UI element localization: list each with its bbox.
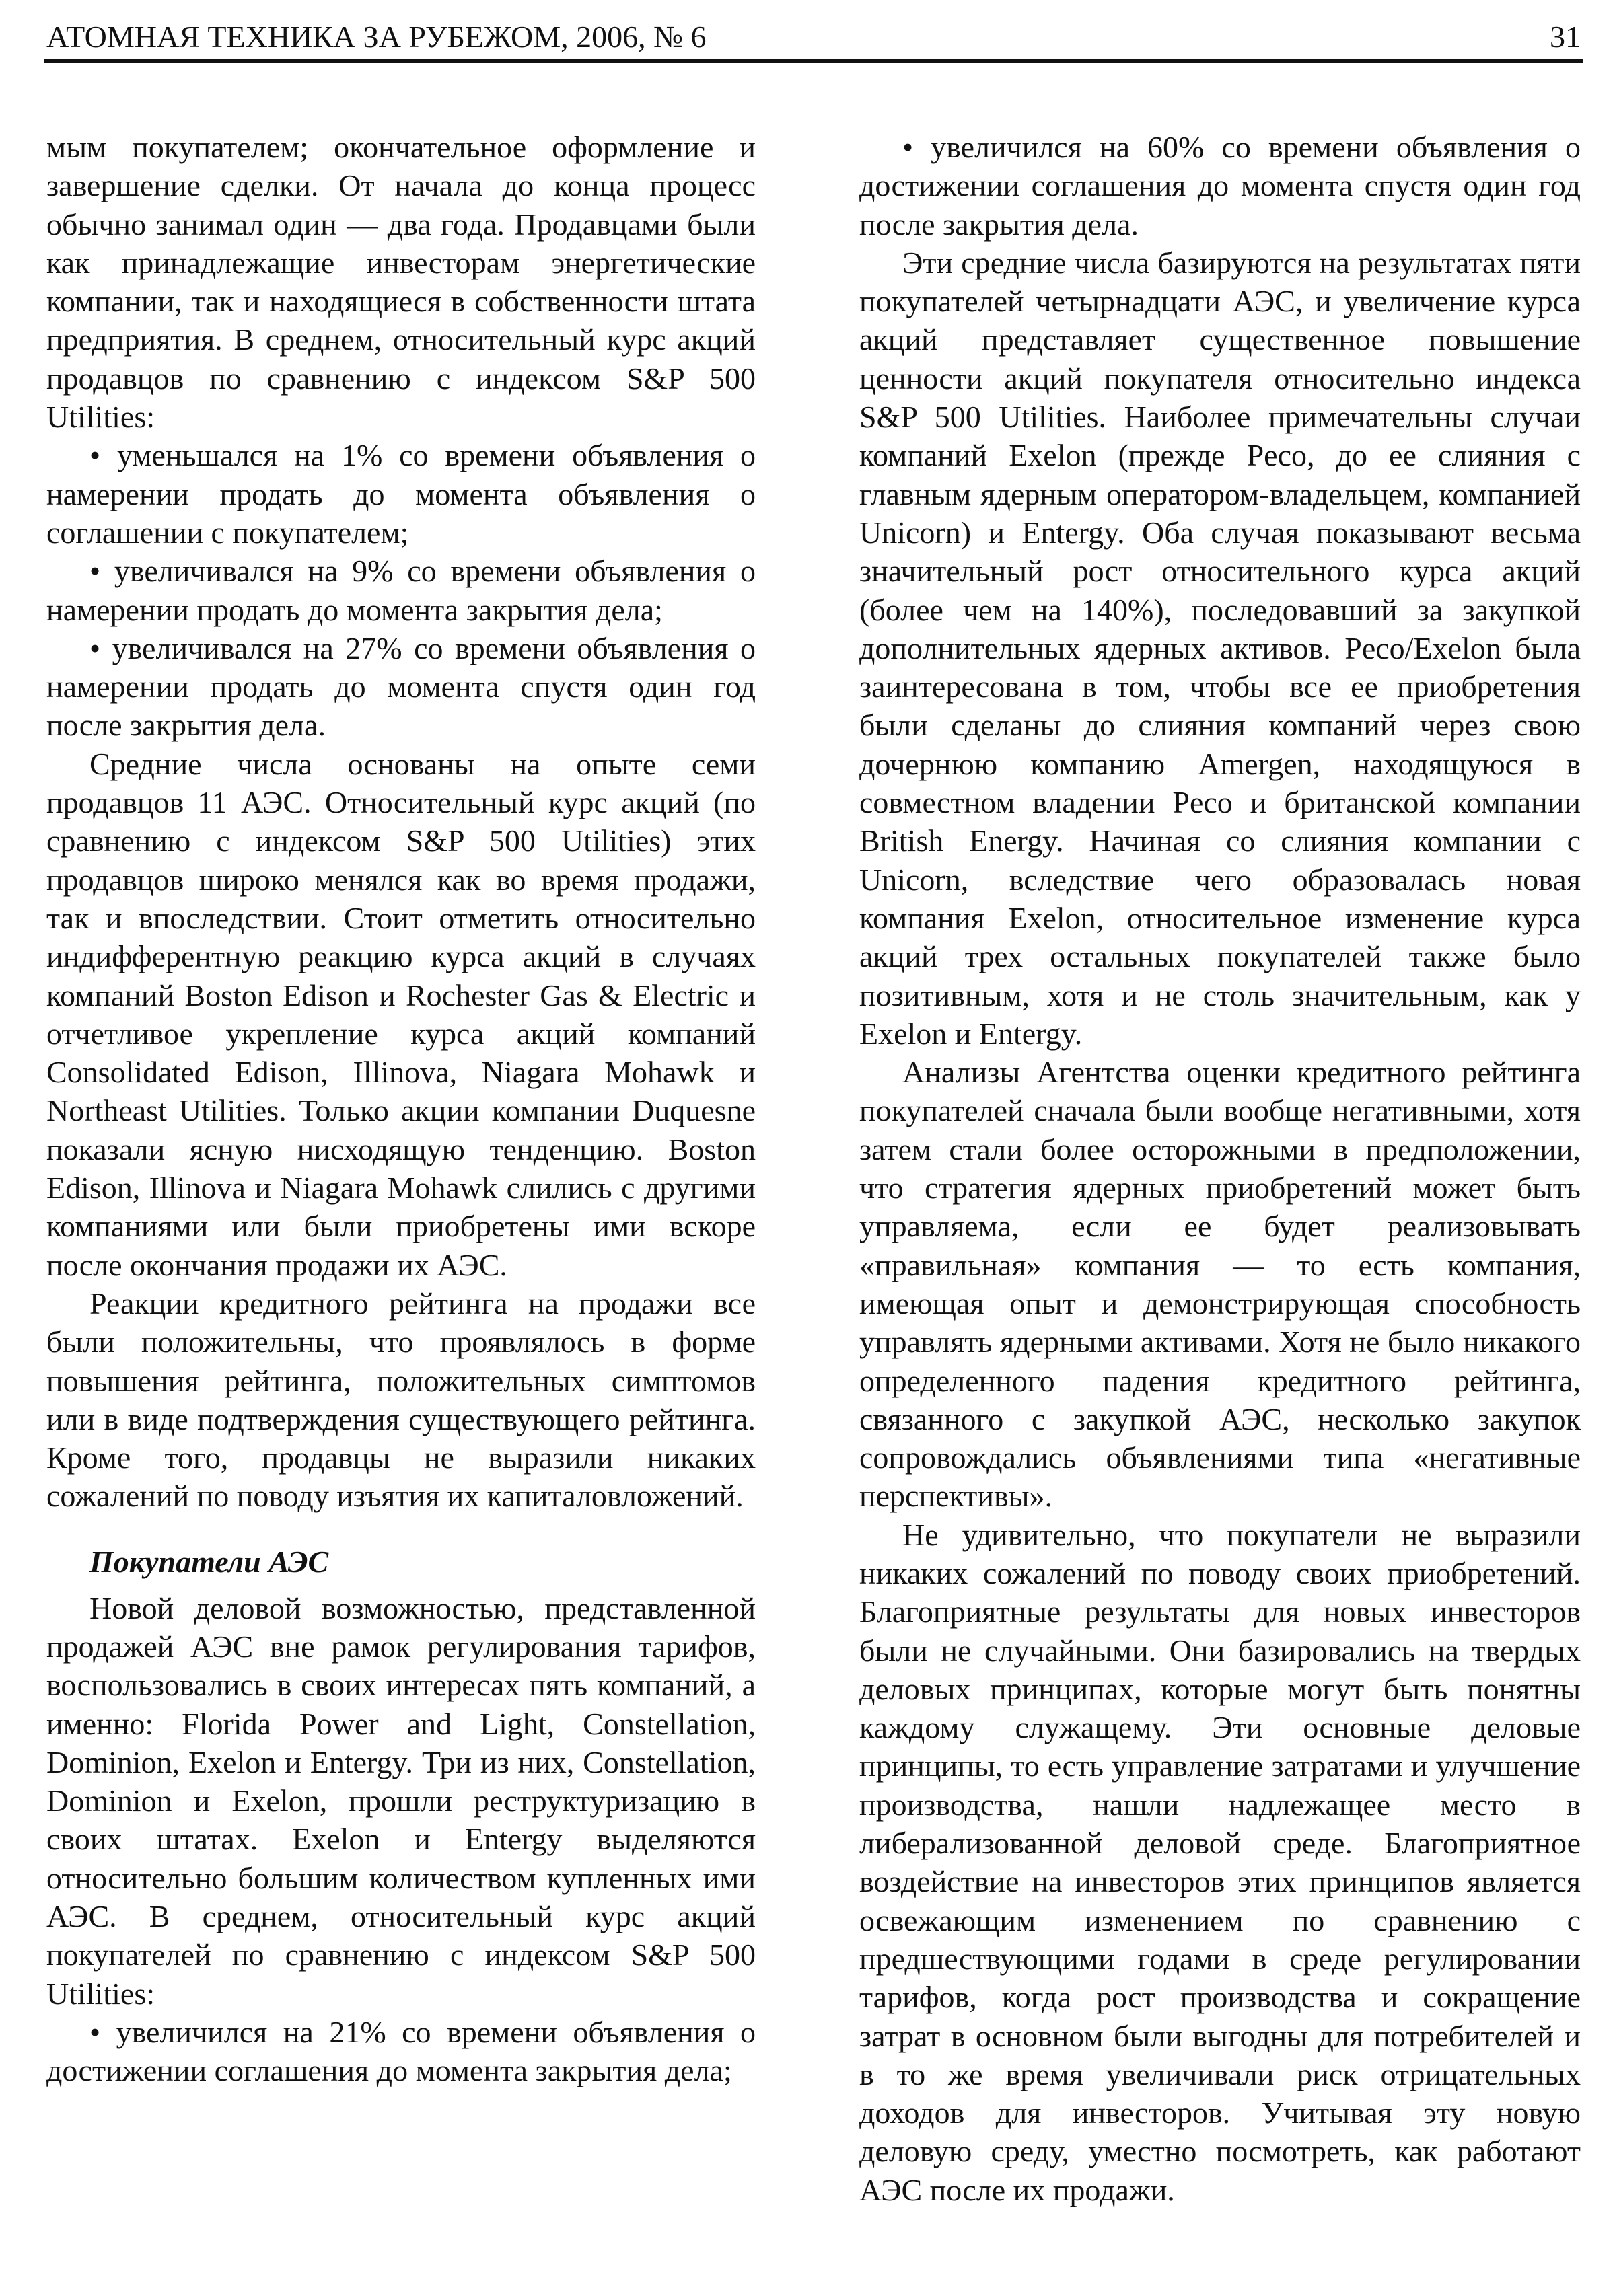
paragraph: мым покупателем; окончательное оформление и завершение сделки. От начала до конца процесс обычно занимал один — два года. Продавцами были как принадлежащие инвесторам энергетические компании, так и находящиеся в собственности штата предприятия. В среднем, относительный курс акций продавцов по сравнению с индексом S&P 500 Utilities:	[46, 130, 756, 435]
bullet-item: • увеличился на 60% со времени объявления о достижении соглашения до момента спустя один год после закрытия дела.	[859, 130, 1581, 242]
paragraph: Эти средние числа базируются на результатах пяти покупателей четырнадцати АЭС, и увеличение курса акций представляет существенное повышение ценности акций покупателя относительно индекса S&P 500 Utilities. Наиболее примечательны случаи компаний Exelon (прежде Peco, до ее слияния с главным ядерным оператором-владельцем, компанией Unicorn) и Entergy. Оба случая показывают весьма значительный рост относительного курса акций (более чем на 140%), последовавший за закупкой дополнительных ядерных активов. Peco/Exelon была заинтересована в том, чтобы все ее приобретения были сделаны до слияния компаний через свою дочернюю компанию Amergen, находящуюся в совместном владении Peco и британской компании British Energy. Начиная со слияния компании с Unicorn, вследствие чего образовалась новая компания Exelon, относительное изменение курса акций трех остальных покупателей также было позитивным, хотя и не столь значительным, как у Exelon и Entergy.	[859, 245, 1581, 1051]
left-column	[46, 128, 756, 2090]
right-column	[859, 128, 1581, 2209]
section-heading: Покупатели АЭС	[89, 1544, 329, 1579]
paragraph: Анализы Агентства оценки кредитного рейтинга покупателей сначала были вообще негативными, хотя затем стали более осторожными в предположении, что стратегия ядерных приобретений может быть управляема, если ее будет реализовывать «правильная» компания — то есть компания, имеющая опыт и демонстрирующая способность управлять ядерными активами. Хотя не было никакого определенного падения кредитного рейтинга, связанного с закупкой АЭС, несколько закупок сопровождались объявлениями типа «негативные перспективы».	[859, 1055, 1581, 1514]
bullet-item: • увеличивался на 9% со времени объявления о намерении продать до момента закрытия дела;	[46, 554, 756, 627]
journal-title: АТОМНАЯ ТЕХНИКА ЗА РУБЕЖОМ, 2006, № 6	[46, 20, 707, 54]
paragraph: Не удивительно, что покупатели не выразили никаких сожалений по поводу своих приобретений. Благоприятные результаты для новых инвесторов были не случайными. Они базировались на твердых деловых принципах, которые могут быть понятны каждому служащему. Эти основные деловые принципы, то есть управление затратами и улучшение производства, нашли надлежащее место в либерализованной деловой среде. Благоприятное воздействие на инвесторов этих принципов является освежающим изменением по сравнению с предшествующими годами в среде регулировании тарифов, когда рост производства и сокращение затрат в основном были выгодны для потребителей и в то же время увеличивали риск отрицательных доходов для инвесторов. Учитывая эту новую деловую среду, уместно посмотреть, как работают АЭС после их продажи.	[859, 1517, 1581, 2207]
bullet-item: • уменьшался на 1% со времени объявления о намерении продать до момента объявления о соглашении с покупателем;	[46, 438, 756, 550]
paragraph: Новой деловой возможностью, представленной продажей АЭС вне рамок регулирования тарифов, воспользовались в своих интересах пять компаний, а именно: Florida Power and Light, Constellation, Dominion, Exelon и Entergy. Три из них, Constellation, Dominion и Exelon, прошли реструктуризацию в своих штатах. Exelon и Entergy выделяются относительно большим количеством купленных ими АЭС. В среднем, относительный курс акций покупателей по сравнению с индексом S&P 500 Utilities:	[46, 1590, 756, 2011]
header-rule	[44, 59, 1583, 63]
bullet-item: • увеличивался на 27% со времени объявления о намерении продать до момента спустя один год после закрытия дела.	[46, 630, 756, 743]
paragraph: Средние числа основаны на опыте семи продавцов 11 АЭС. Относительный курс акций (по сравнению с индексом S&P 500 Utilities) этих продавцов широко менялся как во время продажи, так и впоследствии. Стоит отметить относительно индифферентную реакцию курса акций в случаях компаний Boston Edison и Rochester Gas & Electric и отчетливое укрепление курса акций компаний Consolidated Edison, Illinova, Niagara Mohawk и Northeast Utilities. Только акции компании Duquesne показали ясную нисходящую тенденцию. Boston Edison, Illinova и Niagara Mohawk слились с другими компаниями или были приобретены ими вскоре после окончания продажи их АЭС.	[46, 746, 756, 1282]
paragraph: Реакции кредитного рейтинга на продажи все были положительны, что проявлялось в форме повышения рейтинга, положительных симптомов или в виде подтверждения существующего рейтинга. Кроме того, продавцы не выразили никаких сожалений по поводу изъятия их капиталовложений.	[46, 1286, 756, 1514]
bullet-item: • увеличился на 21% со времени объявления о достижении соглашения до момента закрытия дела;	[46, 2014, 756, 2088]
page-number: 31	[1550, 20, 1581, 54]
running-header	[46, 20, 1581, 54]
